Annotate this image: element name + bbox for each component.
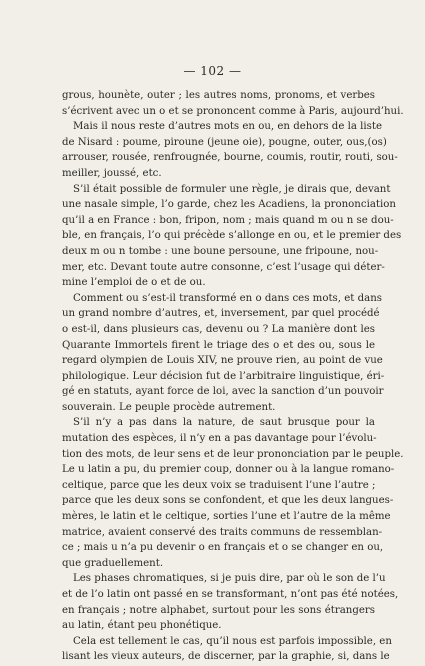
text-line: ce ; mais u n’a pu devenir o en français et o se changer en ou,	[62, 542, 384, 554]
text-line: qu’il a en France : bon, fripon, nom ; mais quand m ou n se dou-	[62, 214, 394, 226]
text-line: Comment ou s’est-il transformé en o dans ces mots, et dans	[73, 292, 383, 304]
text-line: mine l’emploi de o et de ou.	[62, 277, 206, 289]
text-line: regard olympien de Louis XIV, ne prouve rien, au point de vue	[62, 355, 383, 367]
text-line: Mais il nous reste d’autres mots en ou, en dehors de la liste	[73, 121, 383, 133]
text-line: un grand nombre d’autres, et, inversement, par quel procédé	[62, 308, 380, 320]
text-line: gé en statuts, ayant force de loi, avec la sanction d’un pouvoir	[62, 386, 384, 398]
text-line: deux m ou n tombe : une boune persoune, une fripoune, nou-	[62, 245, 379, 257]
text-line: Le u latin a pu, du premier coup, donner ou à la langue romano-	[62, 464, 395, 476]
text-line: philologique. Leur décision fut de l’arbitraire linguistique, éri-	[62, 370, 385, 382]
text-line: mutation des espèces, il n’y en a pas davantage pour l’évolu-	[62, 433, 377, 445]
text-line: et de l’o latin ont passé en se transformant, n’ont pas été notées,	[62, 589, 399, 600]
text-line: matrice, avaient conservé des traits communs de ressemblan-	[62, 526, 383, 538]
text-line: arrouser, rousée, renfrougnée, bourne, coumis, routir, routi, sou-	[62, 152, 398, 164]
text-line: Quarante Immortels firent le triage des o et des ou, sous le	[62, 339, 375, 351]
text-line: souverain. Le peuple procède autrement.	[62, 401, 276, 413]
text-line: lisant les vieux auteurs, de discerner, par la graphie, si, dans le	[62, 651, 390, 663]
text-line: au latin, étant peu phonétique.	[62, 620, 222, 632]
text-line: S’il n’y a pas dans la nature, de saut brusque pour la	[73, 417, 375, 429]
text-line: que graduellement.	[62, 557, 164, 569]
text-line: s’écrivent avec un o et se prononcent comme à Paris, aujourd’hui.	[62, 105, 404, 117]
text-line: une nasale simple, l’o garde, chez les Acadiens, la prononciation	[62, 199, 396, 211]
text-line: mer, etc. Devant toute autre consonne, c’est l’usage qui déter-	[62, 261, 385, 273]
text-line: de Nisard : poume, piroune (jeune oie), pougne, outer, ous,(os)	[62, 136, 387, 148]
text-line: parce que les deux sons se confondent, et que les deux langues-	[62, 495, 394, 507]
text-line: tion des mots, de leur sens et de leur prononciation par le peuple.	[62, 448, 404, 460]
text-line: ble, en français, l’o qui précède s’allonge en ou, et le premier des	[62, 230, 402, 242]
text-line: grous, hounète, outer ; les autres noms, pronoms, et verbes	[62, 90, 375, 101]
text-line: Cela est tellement le cas, qu’il nous est parfois impossible, en	[73, 635, 392, 647]
text-line: Les phases chromatiques, si je puis dire, par où le son de l’u	[73, 573, 386, 585]
text-line: mères, le latin et le celtique, sorties l’une et l’autre de la même	[62, 511, 391, 523]
text-line: meiller, joussé, etc.	[62, 167, 162, 179]
text-line: celtique, parce que les deux voix se traduisent l’une l’autre ;	[62, 479, 376, 491]
text-line: o est-il, dans plusieurs cas, devenu ou ? La manière dont les	[62, 323, 375, 335]
text-line: en français ; notre alphabet, surtout pour les sons étrangers	[62, 604, 375, 616]
text-line: S’il était possible de formuler une règle, je dirais que, devant	[73, 183, 391, 195]
body-text	[62, 88, 404, 665]
page-number: — 102 —	[183, 64, 242, 78]
